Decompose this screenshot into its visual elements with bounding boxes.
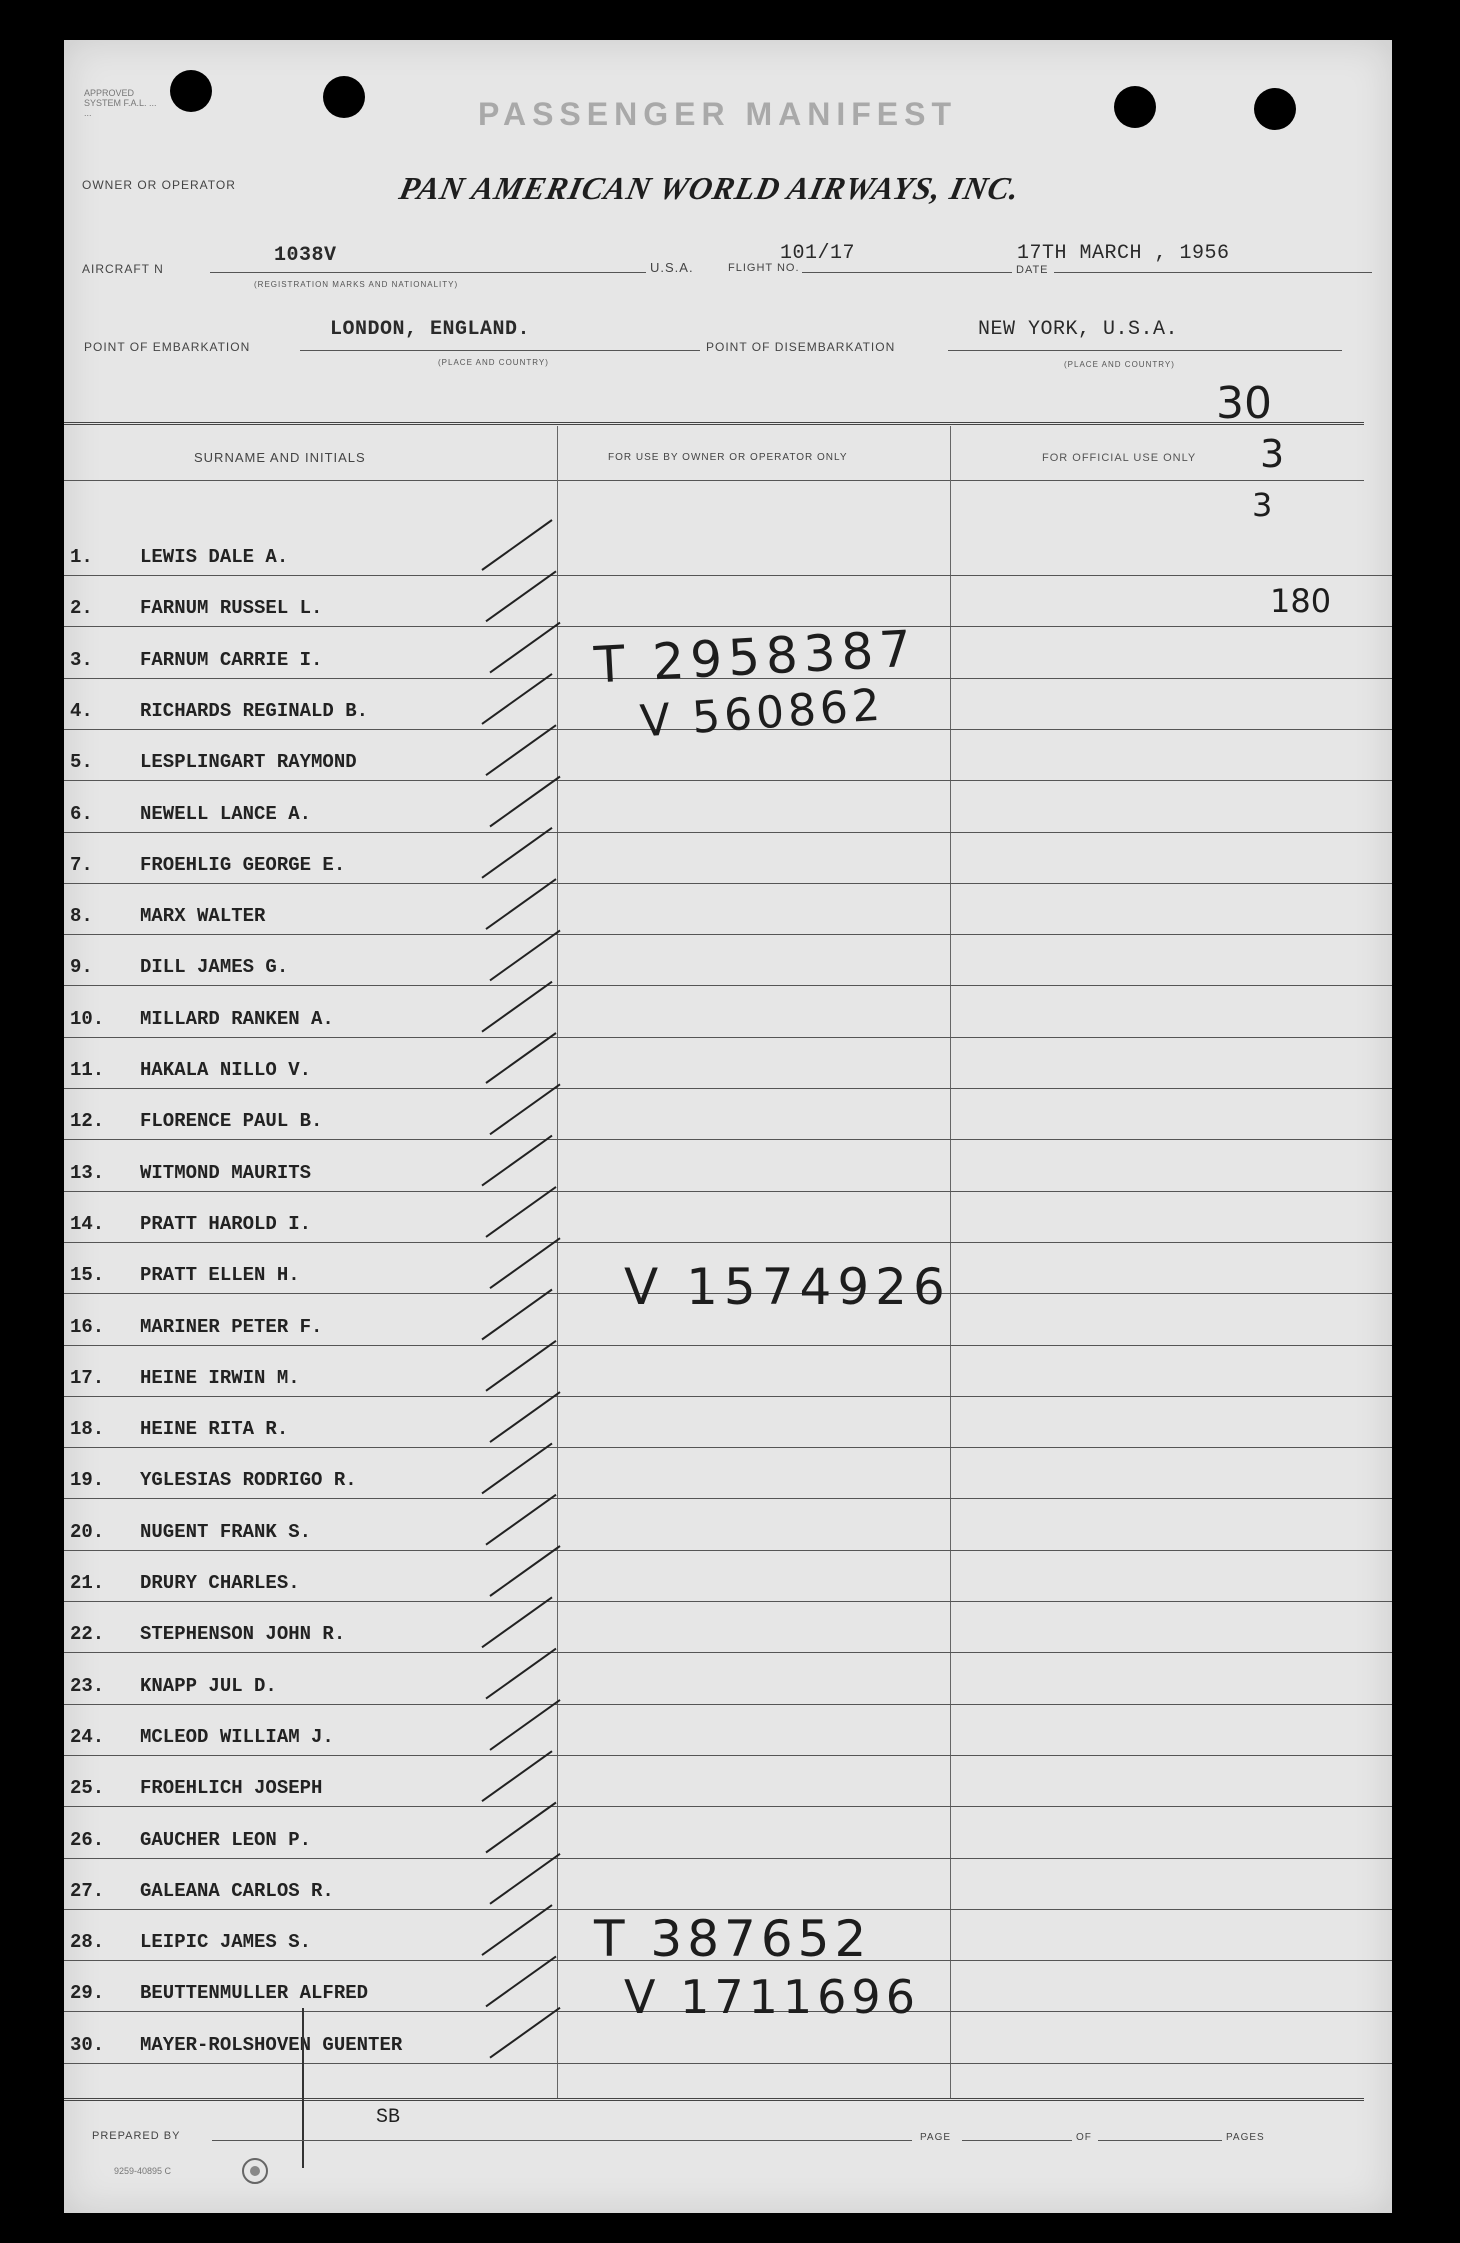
passenger-name: HEINE RITA R.: [140, 1418, 289, 1441]
passenger-name: MAYER-ROLSHOVEN GUENTER: [140, 2033, 403, 2056]
manifest-sheet: [64, 40, 1392, 2213]
check-mark: [490, 1546, 560, 1596]
passenger-number: 12.: [70, 1110, 105, 1133]
passenger-name: DILL JAMES G.: [140, 956, 289, 979]
handwritten-doc-4: T 2958387: [592, 619, 919, 695]
handwritten-official-a: 3: [1260, 432, 1285, 476]
flight-date: 17TH MARCH , 1956: [1017, 242, 1230, 265]
aircraft-number: 1038V: [274, 244, 337, 267]
check-mark: [490, 1084, 560, 1134]
passenger-name: HEINE IRWIN M.: [140, 1366, 300, 1389]
passenger-number: 24.: [70, 1725, 105, 1748]
check-mark: [486, 571, 556, 621]
passenger-name: FROEHLIG GEORGE E.: [140, 853, 346, 876]
preparer-initials: SB: [376, 2106, 401, 2129]
check-mark: [486, 1341, 556, 1391]
passenger-name: RICHARDS REGINALD B.: [140, 699, 369, 722]
passenger-name: GAUCHER LEON P.: [140, 1828, 312, 1851]
passenger-number: 18.: [70, 1418, 105, 1441]
handwritten-official-total: 180: [1270, 582, 1332, 620]
check-mark: [490, 777, 560, 827]
embarkation-place: LONDON, ENGLAND.: [330, 318, 531, 341]
flight-label: FLIGHT NO.: [728, 262, 800, 274]
passenger-name: LESPLINGART RAYMOND: [140, 751, 357, 774]
flight-number: 101/17: [780, 242, 856, 265]
handwritten-doc-16: V 1574926: [624, 1258, 951, 1316]
passenger-name: HAKALA NILLO V.: [140, 1059, 312, 1081]
check-mark: [482, 828, 552, 878]
union-bug-icon: [240, 2156, 270, 2186]
check-mark: [490, 623, 560, 673]
passenger-number: 8.: [70, 905, 93, 928]
passenger-name: FROEHLICH JOSEPH: [140, 1777, 323, 1800]
passenger-number: 14.: [70, 1212, 105, 1235]
operator-name: PAN AMERICAN WORLD AIRWAYS, INC.: [396, 170, 1024, 206]
margin-mark: [302, 2008, 304, 2168]
passenger-name: NUGENT FRANK S.: [140, 1520, 312, 1543]
form-code: 9259-40895 C: [114, 2166, 172, 2176]
passenger-name: FARNUM RUSSEL L.: [140, 597, 323, 620]
passenger-number: 20.: [70, 1520, 105, 1543]
passenger-name: PRATT HAROLD I.: [140, 1212, 312, 1235]
embark-place-note: (PLACE AND COUNTRY): [438, 358, 549, 367]
check-mark: [482, 982, 552, 1032]
passenger-name: WITMOND MAURITS: [140, 1161, 312, 1184]
passenger-number: 15.: [70, 1264, 105, 1287]
check-mark: [490, 1700, 560, 1750]
handwritten-total: 30: [1216, 378, 1272, 429]
passenger-number: 2.: [70, 597, 93, 620]
passenger-name: MCLEOD WILLIAM J.: [140, 1725, 334, 1748]
passenger-number: 13.: [70, 1161, 105, 1184]
handwritten-doc-5: V 560862: [638, 679, 886, 748]
of-label: OF: [1076, 2132, 1092, 2143]
check-mark: [486, 1803, 556, 1853]
handwritten-doc-29: T 387652: [594, 1910, 872, 1968]
check-mark: [486, 1187, 556, 1237]
passenger-name: BEUTTENMULLER ALFRED: [140, 1982, 369, 2005]
passenger-number: 19.: [70, 1469, 105, 1492]
check-mark: [482, 674, 552, 724]
passenger-number: 23.: [70, 1674, 105, 1697]
date-label: DATE: [1016, 264, 1049, 276]
passenger-name: NEWELL LANCE A.: [140, 802, 312, 825]
passenger-number: 5.: [70, 751, 93, 774]
check-mark: [486, 1033, 556, 1083]
passenger-number: 21.: [70, 1572, 105, 1594]
passenger-name: FLORENCE PAUL B.: [140, 1110, 323, 1133]
passenger-number: 26.: [70, 1828, 105, 1851]
handwritten-doc-30: V 1711696: [624, 1970, 920, 2024]
form-title: PASSENGER MANIFEST: [478, 96, 957, 132]
prepared-by-label: PREPARED BY: [92, 2130, 181, 2142]
check-mark: [486, 725, 556, 775]
passenger-name: DRURY CHARLES.: [140, 1572, 300, 1594]
stamp-line: SYSTEM F.A.L. ...: [84, 98, 157, 108]
passenger-number: 29.: [70, 1982, 105, 2005]
passenger-name: FARNUM CARRIE I.: [140, 648, 323, 671]
check-mark: [482, 1597, 552, 1647]
check-mark: [490, 1238, 560, 1288]
passenger-name: KNAPP JUL D.: [140, 1674, 277, 1697]
col-header-surname: SURNAME AND INITIALS: [194, 450, 366, 465]
stamp-line: APPROVED: [84, 88, 135, 98]
passenger-number: 1.: [70, 546, 93, 568]
check-mark: [486, 879, 556, 929]
col-header-operator: FOR USE BY OWNER OR OPERATOR ONLY: [608, 452, 848, 463]
passenger-name: STEPHENSON JOHN R.: [140, 1623, 346, 1646]
check-mark: [482, 1905, 552, 1955]
check-mark: [482, 1136, 552, 1186]
passenger-name: GALEANA CARLOS R.: [140, 1879, 334, 1902]
passenger-name: LEIPIC JAMES S.: [140, 1931, 312, 1954]
passenger-name: YGLESIAS RODRIGO R.: [140, 1469, 357, 1492]
passenger-number: 4.: [70, 699, 93, 722]
passenger-number: 30.: [70, 2033, 105, 2056]
disembarkation-label: POINT OF DISEMBARKATION: [706, 340, 896, 354]
check-mark: [482, 1443, 552, 1493]
passenger-number: 3.: [70, 648, 93, 671]
of-line: [1098, 2140, 1222, 2141]
check-mark: [482, 520, 552, 570]
stamp-line: ...: [84, 108, 92, 118]
col-header-official: FOR OFFICIAL USE ONLY: [1042, 452, 1197, 464]
check-mark: [486, 1495, 556, 1545]
check-mark: [482, 1751, 552, 1801]
check-mark: [482, 1290, 552, 1340]
usa-label: U.S.A.: [650, 260, 694, 275]
registration-note: (REGISTRATION MARKS AND NATIONALITY): [254, 280, 459, 289]
passenger-name: LEWIS DALE A.: [140, 546, 289, 568]
check-mark: [486, 1956, 556, 2006]
passenger-number: 6.: [70, 802, 93, 825]
passenger-number: 11.: [70, 1059, 105, 1081]
passenger-number: 17.: [70, 1366, 105, 1389]
check-mark: [490, 930, 560, 980]
passenger-number: 22.: [70, 1623, 105, 1646]
passenger-name: PRATT ELLEN H.: [140, 1264, 300, 1287]
aircraft-label: AIRCRAFT N: [82, 262, 164, 276]
check-mark: [490, 1392, 560, 1442]
disembark-place-note: (PLACE AND COUNTRY): [1064, 360, 1175, 369]
check-mark: [486, 1649, 556, 1699]
passenger-number: 16.: [70, 1315, 105, 1338]
owner-label: OWNER OR OPERATOR: [82, 178, 236, 192]
check-mark: [490, 1854, 560, 1904]
pages-label: PAGES: [1226, 2132, 1265, 2143]
embarkation-label: POINT OF EMBARKATION: [84, 340, 251, 354]
prepared-by-line: [212, 2140, 912, 2141]
check-marks-layer: [64, 40, 1392, 2213]
check-mark: [490, 2008, 560, 2058]
passenger-name: MILLARD RANKEN A.: [140, 1007, 334, 1030]
passenger-number: 25.: [70, 1777, 105, 1800]
page-line: [962, 2140, 1072, 2141]
passenger-number: 27.: [70, 1879, 105, 1902]
passenger-number: 9.: [70, 956, 93, 979]
passenger-name: MARX WALTER: [140, 905, 266, 928]
passenger-name: MARINER PETER F.: [140, 1315, 323, 1338]
passenger-number: 28.: [70, 1931, 105, 1954]
handwritten-official-b: 3: [1252, 486, 1273, 524]
disembarkation-place: NEW YORK, U.S.A.: [978, 318, 1179, 341]
page-label: PAGE: [920, 2132, 952, 2143]
table-bottom-rule: [64, 2098, 1364, 2101]
passenger-number: 7.: [70, 853, 93, 876]
passenger-number: 10.: [70, 1007, 105, 1030]
